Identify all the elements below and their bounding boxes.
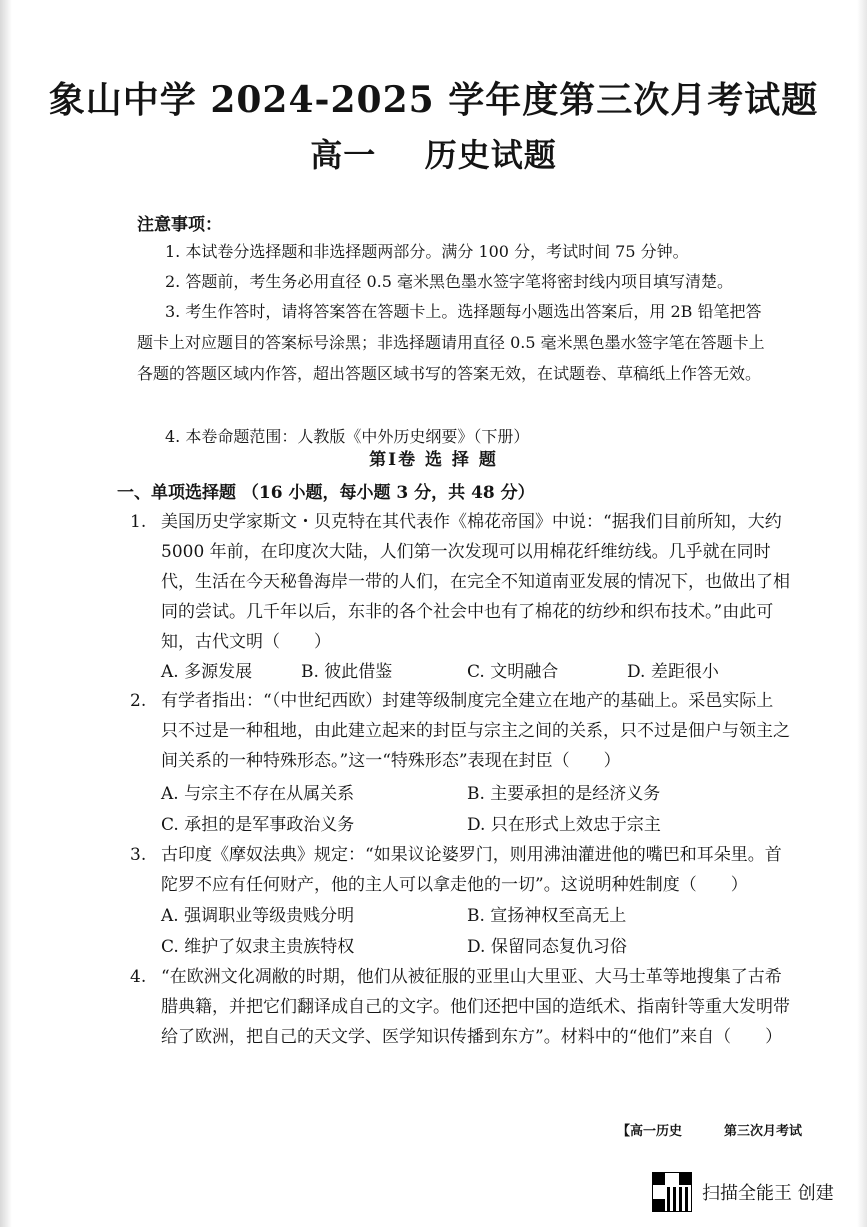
option-b: B. 彼此借鉴	[301, 662, 393, 682]
question-stem: “在欧洲文化凋敝的时期，他们从被征服的亚里山大里亚、大马士革等地搜集了古希腊典籍，并把它们翻译成自己的文字。他们还把中国的造纸术、指南针等重大发明带给了欧洲，把自己的天文学、医学知识传播到东方”。材料中的“他们”来自（ ）	[161, 967, 790, 1047]
question-number: 1.	[130, 512, 147, 532]
note-item-3: 3. 考生作答时，请将答案答在答题卡上。选择题每小题选出答案后，用 2B 铅笔把答题卡上对应题目的答案标号涂黑；非选择题请用直径 0.5 毫米黑色墨水签字笔在答题卡上各题的答题区域内作答，超出答题区域书写的答案无效，在试题卷、草稿纸上作答无效。	[137, 302, 765, 383]
question-3	[130, 840, 790, 900]
note-item-1: 1. 本试卷分选择题和非选择题两部分。满分 100 分，考试时间 75 分钟。	[165, 242, 689, 261]
option-a: A. 与宗主不存在从属关系	[161, 784, 355, 804]
exam-grade: 高一	[310, 136, 377, 174]
question-number: 3.	[130, 845, 147, 865]
option-a: A. 多源发展	[161, 662, 253, 682]
option-b: B. 宣扬神权至高无上	[467, 906, 627, 926]
note-item-2: 2. 答题前，考生务必用直径 0.5 毫米黑色墨水签字笔将密封线内项目填写清楚。	[165, 272, 733, 291]
part-title: 一、单项选择题 （16 小题，每小题 3 分，共 48 分）	[117, 483, 535, 503]
notes-heading: 注意事项：	[137, 215, 222, 235]
question-stem: 有学者指出：“（中世纪西欧）封建等级制度完全建立在地产的基础上。采邑实际上只不过是一种租地，由此建立起来的封臣与宗主之间的关系，只不过是佃户与领主之间关系的一种特殊形态。”这一“特殊形态”表现在封臣（ ）	[161, 691, 790, 771]
qr-code-icon	[652, 1172, 692, 1212]
section-title: 第Ⅰ卷 选 择 题	[369, 450, 498, 470]
question-number: 4.	[130, 967, 147, 987]
question-stem: 美国历史学家斯文・贝克特在其代表作《棉花帝国》中说：“据我们目前所知，大约 5000 年前，在印度次大陆，人们第一次发现可以用棉花纤维纺线。几乎就在同时代，生活在今天秘鲁海岸一带的人们，在完全不知道南亚发展的情况下，也做出了相同的尝试。几千年以后，东非的各个社会中也有了棉花的纺纱和织布技术。”由此可知，古代文明（ ）	[161, 512, 790, 652]
option-c: C. 承担的是军事政治义务	[161, 815, 355, 835]
scan-edge-left	[0, 0, 12, 1227]
option-d: D. 只在形式上效忠于宗主	[467, 815, 661, 835]
note-item-4: 4. 本卷命题范围：人教版《中外历史纲要》（下册）	[165, 427, 530, 446]
question-4	[130, 962, 790, 1052]
question-stem: 古印度《摩奴法典》规定：“如果议论婆罗门，则用沸油灌进他的嘴巴和耳朵里。首陀罗不应有任何财产，他的主人可以拿走他的一切”。这说明种姓制度（ ）	[161, 845, 782, 895]
option-d: D. 差距很小	[627, 662, 719, 682]
exam-subject: 历史试题	[424, 136, 557, 174]
option-b: B. 主要承担的是经济义务	[467, 784, 661, 804]
exam-subtitle	[0, 130, 867, 176]
footer-subject: 【高一历史	[617, 1124, 683, 1139]
option-a: A. 强调职业等级贵贱分明	[161, 906, 355, 926]
scanner-watermark	[652, 1172, 842, 1212]
question-2	[130, 686, 790, 776]
option-c: C. 文明融合	[467, 662, 559, 682]
exam-title: 象山中学 2024-2025 学年度第三次月考试题	[48, 79, 819, 121]
question-number: 2.	[130, 691, 147, 711]
option-c: C. 维护了奴隶主贵族特权	[161, 937, 355, 957]
scanner-text: 扫描全能王 创建	[702, 1183, 834, 1204]
question-1	[130, 507, 790, 657]
option-d: D. 保留同态复仇习俗	[467, 937, 627, 957]
scan-edge-right	[857, 0, 867, 1227]
footer-exam: 第三次月考试	[724, 1124, 803, 1139]
